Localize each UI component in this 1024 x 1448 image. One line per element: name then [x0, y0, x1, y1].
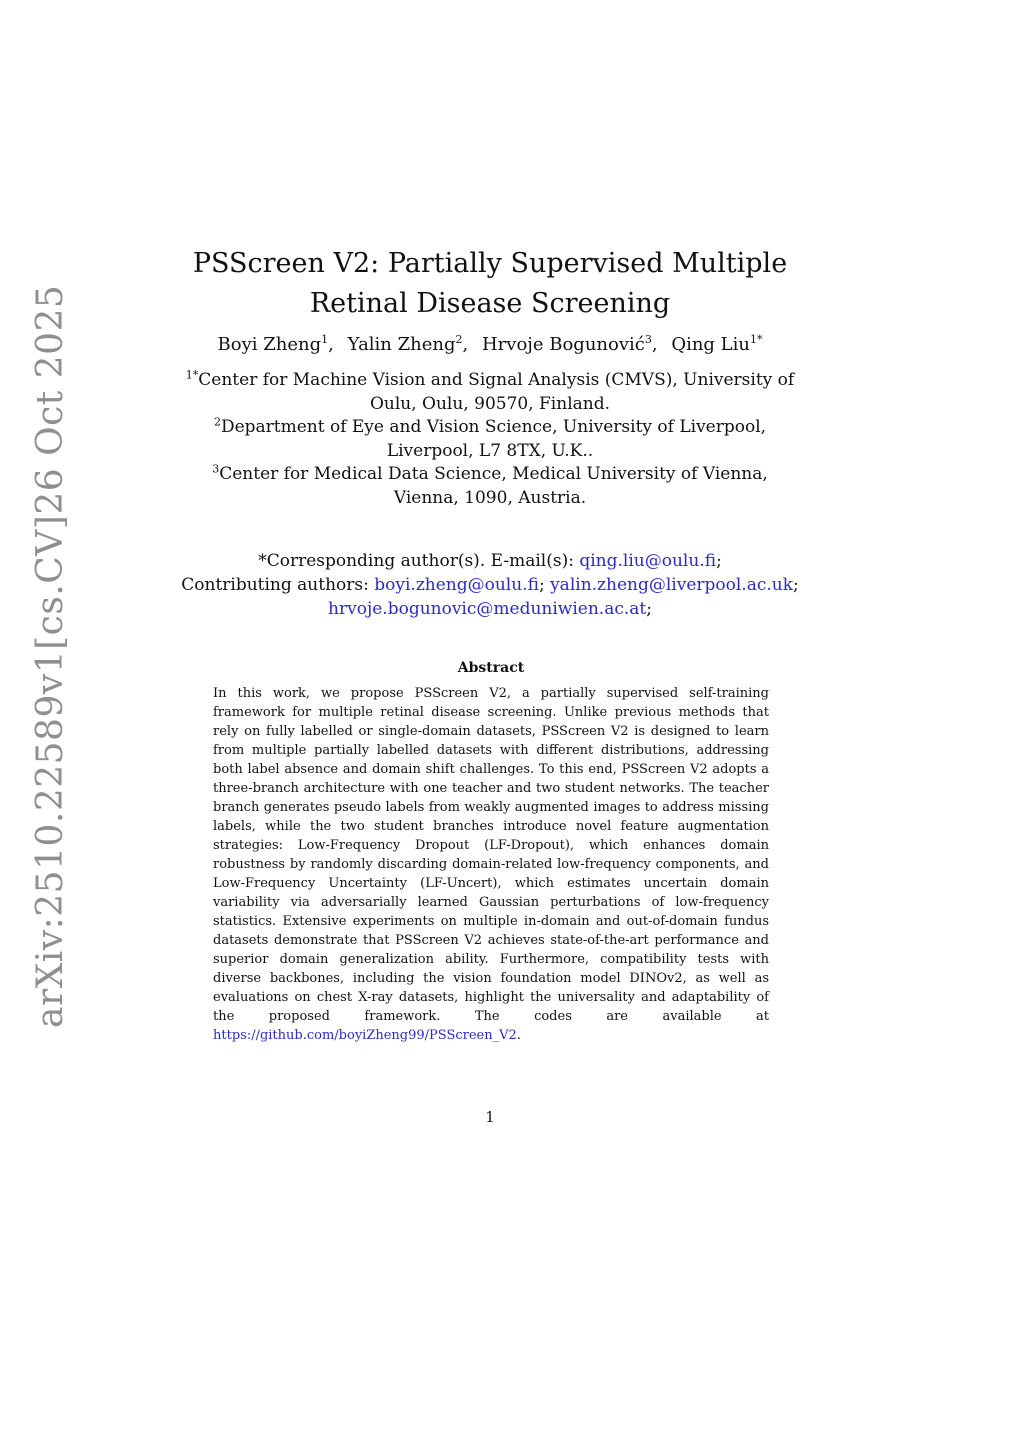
arxiv-date: 26 Oct 2025 — [30, 284, 71, 515]
author: Boyi Zheng$^1$, — [217, 333, 334, 355]
corresponding-author-line: *Corresponding author(s). E-mail(s): qing.liu@oulu.fi; — [258, 551, 722, 571]
title-line-1: PSScreen V2: Partially Supervised Multiple — [192, 248, 788, 280]
author-list — [100, 332, 880, 358]
email-link[interactable]: boyi.zheng@oulu.fi — [374, 575, 539, 595]
affiliations — [180, 369, 800, 510]
arxiv-category: [cs.CV] — [30, 514, 71, 650]
paper-title — [150, 244, 830, 324]
abstract-heading: Abstract — [457, 660, 525, 676]
email-link[interactable]: hrvoje.bogunovic@meduniwien.ac.at — [328, 599, 647, 619]
contributing-authors-line-2: hrvoje.bogunovic@meduniwien.ac.at; — [328, 599, 652, 619]
contact-info — [150, 549, 830, 621]
arxiv-identifier — [30, 284, 71, 1028]
affiliation: $^{1*}$Center for Machine Vision and Signal Analysis (CMVS), University of Oulu, Oulu, 90570, Finland. — [185, 368, 795, 414]
author: Qing Liu$^{1*}$ — [671, 333, 763, 355]
page-number: 1 — [485, 1108, 495, 1126]
abstract-text: In this work, we propose PSScreen V2, a partially supervised self-training framework for multiple retinal disease screening. Unlike previous methods that rely on fully labelled or single-domain datasets, PSScreen V2 is designed to learn from multiple partially labelled datasets with different distributions, addressing both label absence and domain shift challenges. To this end, PSScreen V2 adopts a three-branch architecture with one teacher and two student networks. The teacher branch generates pseudo labels from weakly augmented images to address missing labels, while the two student branches introduce novel feature augmentation strategies: Low-Frequency Dropout (LF-Dropout), which enhances domain robustness by randomly discarding domain-related low-frequency components, and Low-Frequency Uncertainty (LF-Uncert), which estimates uncertain domain variability via adversarially learned Gaussian perturbations of low-frequency statistics. Extensive experiments on multiple in-domain and out-of-domain fundus datasets demonstrate that PSScreen V2 achieves state-of-the-art performance and superior domain generalization ability. Furthermore, compatibility tests with diverse backbones, including the vision foundation model DINOv2, as well as evaluations on chest X-ray datasets, highlight the universality and adaptability of the proposed framework. The codes are available at — [213, 686, 769, 1024]
abstract-body: In this work, we propose PSScreen V2, a partially supervised self-training framework for multiple retinal disease screening. Unlike previous methods that rely on fully labelled or single-domain datasets, PSScreen V2 is designed to learn from multiple partially labelled datasets with different distributions, addressing both label absence and domain shift challenges. To this end, PSScreen V2 adopts a three-branch architecture with one teacher and two student networks. The teacher branch generates pseudo labels from weakly augmented images to address missing labels, while the two student branches introduce novel feature augmentation strategies: Low-Frequency Dropout (LF-Dropout), which enhances domain robustness by randomly discarding domain-related low-frequency components, and Low-Frequency Uncertainty (LF-Uncert), which estimates uncertain domain variability via adversarially learned Gaussian perturbations of low-frequency statistics. Extensive experiments on multiple in-domain and out-of-domain fundus datasets demonstrate that PSScreen V2 achieves state-of-the-art performance and superior domain generalization ability. Furthermore, compatibility tests with diverse backbones, including the vision foundation model DINOv2, as well as evaluations on chest X-ray datasets, highlight the universality and adaptability of the proposed framework. The codes are available at https://github.com/boyiZheng99/PSScreen_V2. — [213, 686, 769, 1043]
author: Hrvoje Bogunović$^3$, — [481, 333, 658, 355]
contributing-authors-line: Contributing authors: boyi.zheng@oulu.fi; yalin.zheng@liverpool.ac.uk; — [181, 575, 799, 595]
affiliation: $^2$Department of Eye and Vision Science, University of Liverpool, Liverpool, L7 8TX, U.K.. — [213, 415, 767, 461]
corresponding-email-link[interactable]: qing.liu@oulu.fi — [579, 551, 717, 571]
code-repository-link[interactable]: https://github.com/boyiZheng99/PSScreen_V2 — [213, 1028, 517, 1043]
affiliation: $^3$Center for Medical Data Science, Medical University of Vienna, Vienna, 1090, Austria. — [212, 462, 768, 508]
author: Yalin Zheng$^2$, — [347, 333, 469, 355]
email-link[interactable]: yalin.zheng@liverpool.ac.uk — [550, 575, 794, 595]
arxiv-id: arXiv:2510.22589v1 — [30, 649, 71, 1028]
title-line-2: Retinal Disease Screening — [309, 288, 671, 320]
